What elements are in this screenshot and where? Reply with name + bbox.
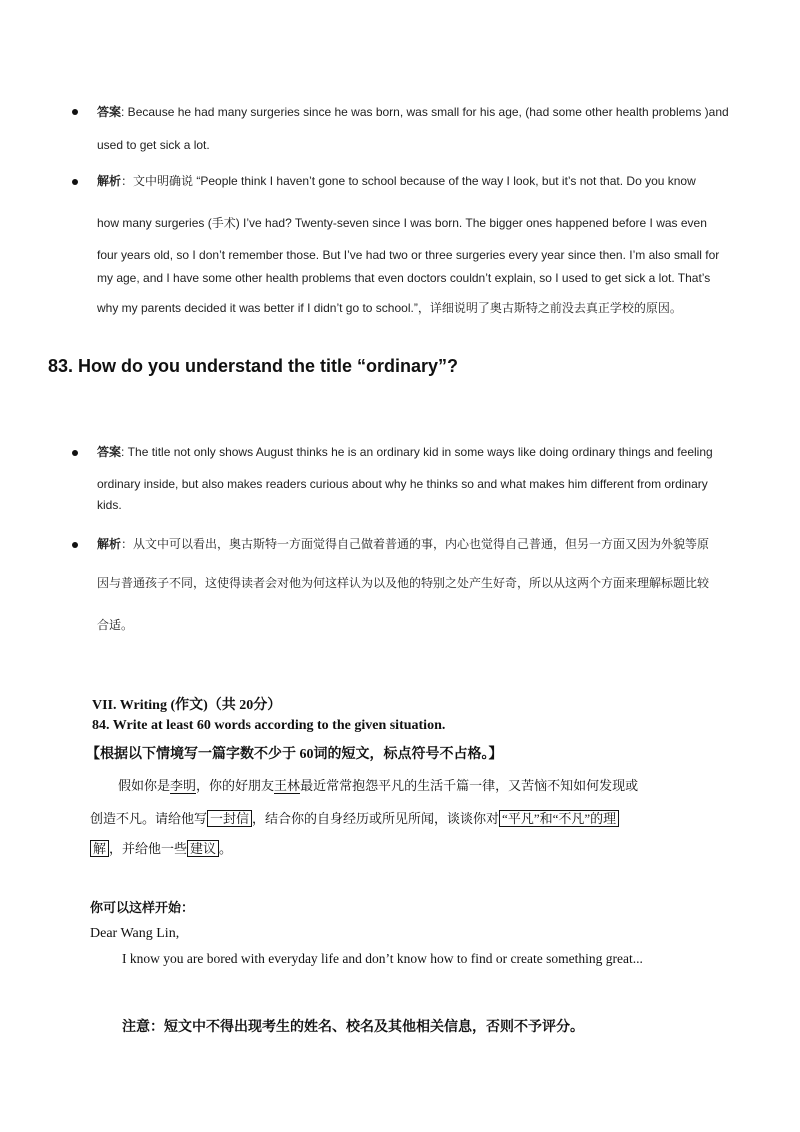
analysis-text: 合适。 [97,618,134,632]
analysis-label: 解析 [97,174,122,188]
answer-label: 答案 [97,445,122,459]
q83-answer [97,443,757,512]
situation-text: ，结合你的自身经历或所见所闻，谈谈你对 [252,811,500,826]
situation-line-1 [118,775,638,794]
analysis-text: 因与普通孩子不同，这使得读者会对他为何这样认为以及他的特别之处产生好奇，所以从这两个方面来理解标题比较 [97,576,710,590]
boxed-ordinary-extraordinary: “平凡”和“不凡”的理 [499,810,619,827]
analysis-text: how many surgeries (手术) I’ve had? Twenty-seven since I was born. The bigger ones happened before I was even [97,216,707,230]
bullet [72,109,78,115]
name-li-ming: 李明 [170,778,197,793]
bullet [72,179,78,185]
writing-section-heading: VII. Writing (作文)（共 20分） [92,698,282,713]
analysis-text: ：文中明确说 “People think I haven’t gone to school because of the way I look, but it’s not that. Do you know [121,174,696,188]
answer-text: kids. [97,498,122,512]
boxed-advice: 建议 [187,840,219,857]
q83-analysis [97,535,757,632]
analysis-text: ：从文中可以看出，奥古斯特一方面觉得自己做着普通的事，内心也觉得自己普通，但另一方面又因为外貌等原 [121,537,710,551]
letter-salutation: Dear Wang Lin, [90,926,180,941]
q82-analysis [97,172,757,315]
analysis-text: why my parents decided it was better if I didn’t go to school.”，详细说明了奥古斯特之前没去真正学校的原因。 [97,301,682,315]
answer-text: ordinary inside, but also makes readers curious about why he thinks so and what makes him different from ordinary [97,477,708,491]
answer-text: : The title not only shows August thinks he is an ordinary kid in some ways like doing ordinary things and feeling [121,445,713,459]
answer-label: 答案 [97,105,122,119]
answer-text: : Because he had many surgeries since he was born, was small for his age, (had some other health problems )and [121,105,729,119]
situation-text: 。 [219,841,233,856]
letter-opening: I know you are bored with everyday life and don’t know how to find or create something great... [122,951,643,966]
q82-answer [97,103,757,155]
answer-text: used to get sick a lot. [97,138,210,152]
question-83-title: 83. How do you understand the title “ordinary”? [48,356,459,376]
analysis-text: four years old, so I don’t remember those. But I’ve had two or three surgeries every year since then. I’m also small for [97,248,720,262]
writing-instruction: 【根据以下情境写一篇字数不少于 60词的短文，标点符号不占格。】 [86,747,503,762]
situation-line-2 [90,808,619,827]
situation-text: 假如你是 [118,778,171,793]
start-hint: 你可以这样开始： [90,900,195,915]
writing-note: 注意：短文中不得出现考生的姓名、校名及其他相关信息，否则不予评分。 [122,1020,584,1035]
situation-text: ，你的好朋友 [196,778,275,793]
situation-text: 最近常常抱怨平凡的生活千篇一律，又苦恼不知如何发现或 [300,778,639,793]
boxed-understanding: 解 [90,840,109,857]
boxed-letter: 一封信 [207,810,252,827]
analysis-label: 解析 [97,537,122,551]
bullet [72,450,78,456]
name-wang-lin: 王林 [274,778,301,793]
situation-line-3 [90,838,232,857]
analysis-text: my age, and I have some other health problems that even doctors couldn’t explain, so I used to get sick a lot. That’s [97,271,711,285]
question-84-prompt: 84. Write at least 60 words according to the given situation. [92,718,446,733]
situation-text: 创造不凡。请给他写 [90,811,208,826]
bullet [72,542,78,548]
situation-text: ，并给他一些 [109,841,188,856]
